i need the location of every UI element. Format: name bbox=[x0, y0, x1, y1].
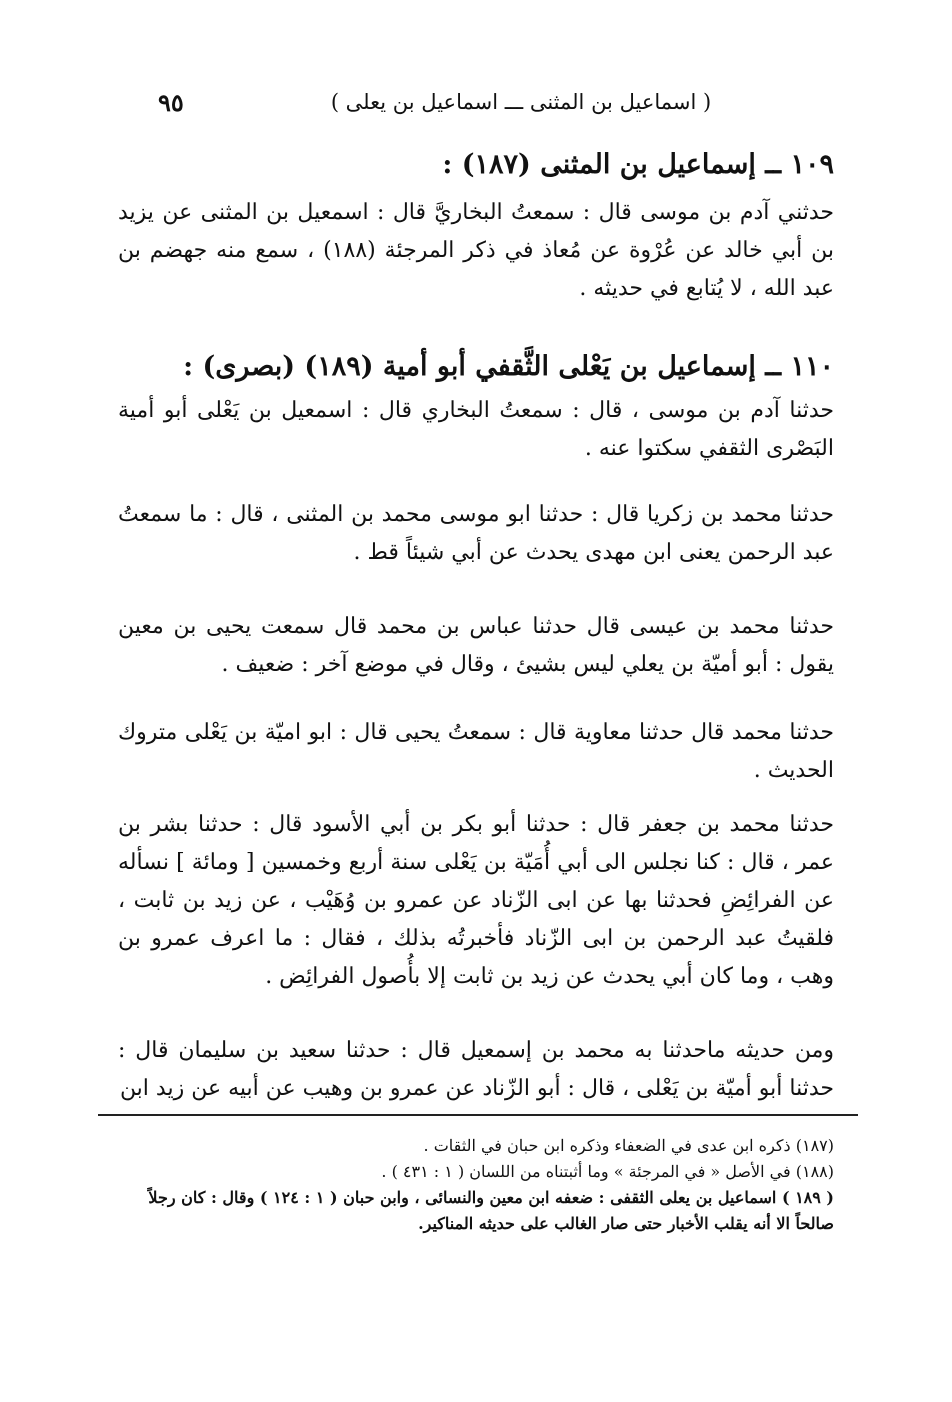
paragraph: حدثنا محمد بن جعفر قال : حدثنا أبو بكر بن أبي الأسود قال : حدثنا بشر بن عمر ، قال : كنا نجلس الى أبي أُمَيّة بن يَعْلى سنة أربع وخمسين [ ومائة ] نسأله عن الفرائِضِ فحدثنا بها عن ابى الزّناد عن عمرو بن وُهَيْب ، عن زيد بن ثابت ، فلقيتُ عبد الرحمن بن ابى الزّناد فأخبرتُه بذلك ، فقال : ما اعرف عمرو بن وهب ، وما كان أبي يحدث عن زيد بن ثابت إلا بأُصول الفرائِض . bbox=[118, 812, 834, 989]
paragraph: حدثنا محمد قال حدثنا معاوية قال : سمعتُ يحيى قال : ابو اميّة بن يَعْلى متروك الحديث . bbox=[118, 720, 834, 783]
page-header bbox=[140, 88, 812, 124]
running-title: ( اسماعيل بن المثنى ـــ اسماعيل بن يعلى ) bbox=[330, 90, 712, 114]
entry-110-para-5 bbox=[118, 806, 834, 996]
paragraph: ومن حديثه ماحدثنا به محمد بن إسمعيل قال : حدثنا سعيد بن سليمان قال : حدثنا أبو أميّة بن يَعْلى ، قال : أبو الزّناد عن عمرو بن وهيب عن أبيه عن زيد ابن bbox=[118, 1038, 834, 1101]
page-number: ٩٥ bbox=[158, 88, 184, 117]
paragraph: حدثنا محمد بن عيسى قال حدثنا عباس بن محمد قال سمعت يحيى بن معين يقول : أبو أميّة بن يعلي ليس بشيئ ، وقال في موضع آخر : ضعيف . bbox=[118, 614, 834, 677]
paragraph: حدثنا محمد بن زكريا قال : حدثنا ابو موسى محمد بن المثنى ، قال : ما سمعتُ عبد الرحمن يعنى ابن مهدى يحدث عن أبي شيئاً قط . bbox=[118, 502, 834, 565]
footnotes bbox=[118, 1133, 834, 1237]
entry-110-para-1 bbox=[118, 392, 834, 468]
entry-heading-109: ١٠٩ ــ إسماعيل بن المثنى (١٨٧) : bbox=[442, 149, 834, 180]
entry-109-body bbox=[118, 194, 834, 308]
footnote-189: ( ١٨٩ ) اسماعيل بن يعلى الثقفى : ضعفه ابن معين والنسائى ، وابن حبان ( ١ : ١٢٤ ) وقال : كان رجلاً صالحاً الا أنه يقلب الأخبار حتى صار الغالب على حديثه المناكير. bbox=[148, 1188, 834, 1233]
footnote-187: (١٨٧) ذكره ابن عدى في الضعفاء وذكره ابن حبان في الثقات . bbox=[423, 1136, 834, 1155]
paragraph: حدثني آدم بن موسى قال : سمعتُ البخاريَّ قال : اسمعيل بن المثنى عن يزيد بن أبي خالد عن عُرْوة عن مُعاذ في ذكر المرجئة (١٨٨) ، سمع منه جهضم بن عبد الله ، لا يُتابع في حديثه . bbox=[118, 200, 835, 301]
footnote-188: (١٨٨) في الأصل « في المرجئة » وما أثبتناه من اللسان ( ١ : ٤٣١ ) . bbox=[381, 1162, 834, 1181]
paragraph: حدثنا آدم بن موسى ، قال : سمعتُ البخاري قال : اسمعيل بن يَعْلى أبو أمية البَصْرى الثقفي سكتوا عنه . bbox=[118, 398, 834, 461]
entry-110-para-3 bbox=[118, 608, 834, 684]
footnote-divider bbox=[98, 1114, 858, 1116]
entry-110-para-2 bbox=[118, 496, 834, 572]
entry-110-para-6 bbox=[118, 1032, 834, 1108]
entry-110-para-4 bbox=[118, 714, 834, 790]
entry-heading-110: ١١٠ ــ إسماعيل بن يَعْلى الثَّقفي أبو أمية (١٨٩) (بصرى) : bbox=[183, 351, 834, 382]
